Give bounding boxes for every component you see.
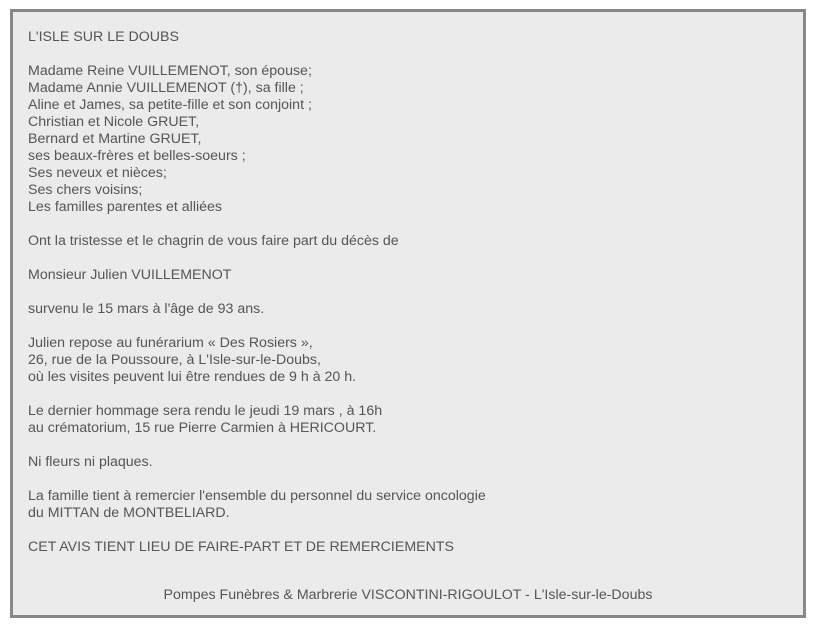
funeral-home-line: Julien repose au funérarium « Des Rosiers », <box>28 335 313 351</box>
ceremony-line: Le dernier hommage sera rendu le jeudi 19 mars , à 16h <box>28 403 383 419</box>
family-line: Les familles parentes et alliées <box>28 199 222 215</box>
family-line: Madame Reine VUILLEMENOT, son épouse; <box>28 63 312 79</box>
flowers-line: Ni fleurs ni plaques. <box>28 454 153 470</box>
funeral-home-paragraph <box>28 335 788 386</box>
funeral-home-line: où les visites peuvent lui être rendues de 9 h à 20 h. <box>28 369 357 385</box>
thanks-line: du MITTAN de MONTBELIARD. <box>28 505 230 521</box>
family-line: Bernard et Martine GRUET, <box>28 131 202 147</box>
flowers-paragraph <box>28 454 788 471</box>
announcement-paragraph <box>28 233 788 250</box>
ceremony-line: au crématorium, 15 rue Pierre Carmien à HERICOURT. <box>28 420 377 436</box>
funeral-director-footer: Pompes Funèbres & Marbrerie VISCONTINI-RIGOULOT - L'Isle-sur-le-Doubs <box>163 587 653 603</box>
family-line: Christian et Nicole GRUET, <box>28 114 200 130</box>
family-line: Aline et James, sa petite-fille et son conjoint ; <box>28 97 312 113</box>
death-info-paragraph <box>28 301 788 318</box>
deceased-name: Monsieur Julien VUILLEMENOT <box>28 267 232 283</box>
town-heading <box>28 29 788 46</box>
family-line: Ses chers voisins; <box>28 182 143 198</box>
thanks-paragraph <box>28 488 788 522</box>
notice-body <box>28 29 788 556</box>
thanks-line: La famille tient à remercier l'ensemble du personnel du service oncologie <box>28 488 486 504</box>
obituary-notice <box>10 9 806 618</box>
family-list <box>28 63 788 216</box>
closing-line: CET AVIS TIENT LIEU DE FAIRE-PART ET DE REMERCIEMENTS <box>28 539 454 555</box>
closing-paragraph <box>28 539 788 556</box>
family-line: Ses neveux et nièces; <box>28 165 167 181</box>
death-info-line: survenu le 15 mars à l'âge de 93 ans. <box>28 301 265 317</box>
family-line: Madame Annie VUILLEMENOT (†), sa fille ; <box>28 80 304 96</box>
town-line: L'ISLE SUR LE DOUBS <box>28 29 179 45</box>
ceremony-paragraph <box>28 403 788 437</box>
deceased-paragraph <box>28 267 788 284</box>
family-line: ses beaux-frères et belles-soeurs ; <box>28 148 246 164</box>
funeral-home-line: 26, rue de la Poussoure, à L'Isle-sur-le-Doubs, <box>28 352 321 368</box>
announcement-line: Ont la tristesse et le chagrin de vous faire part du décès de <box>28 233 399 249</box>
